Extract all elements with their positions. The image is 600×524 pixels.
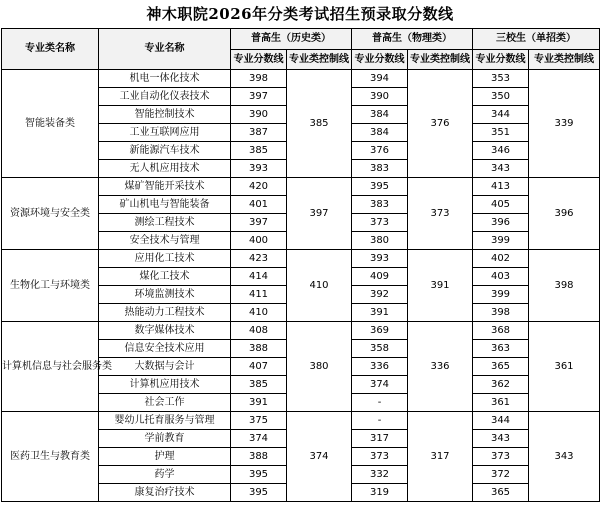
sanxiao-score-cell: 362 [473, 376, 529, 394]
history-score-cell: 385 [231, 142, 287, 160]
history-score-cell: 401 [231, 196, 287, 214]
physics-score-cell: 336 [352, 358, 408, 376]
history-control-cell: 385 [287, 70, 352, 178]
table-row [2, 250, 600, 268]
history-score-cell: 423 [231, 250, 287, 268]
sanxiao-score-cell: 350 [473, 88, 529, 106]
history-score-cell: 420 [231, 178, 287, 196]
physics-score-cell: - [352, 394, 408, 412]
history-score-cell: 398 [231, 70, 287, 88]
history-score-cell: 375 [231, 412, 287, 430]
history-score-cell: 414 [231, 268, 287, 286]
major-cell: 矿山机电与智能装备 [99, 196, 231, 214]
physics-score-cell: 409 [352, 268, 408, 286]
history-score-cell: 388 [231, 448, 287, 466]
major-cell: 煤矿智能开采技术 [99, 178, 231, 196]
major-cell: 智能控制技术 [99, 106, 231, 124]
history-control-cell: 397 [287, 178, 352, 250]
major-cell: 药学 [99, 466, 231, 484]
physics-control-cell: 391 [408, 250, 473, 322]
physics-score-cell: 395 [352, 178, 408, 196]
sanxiao-group-header: 三校生（单招类） [473, 29, 600, 50]
physics-group-header: 普高生（物理类） [352, 29, 473, 50]
sanxiao-score-cell: 398 [473, 304, 529, 322]
table-row [2, 70, 600, 88]
major-cell: 护理 [99, 448, 231, 466]
history-score-cell: 411 [231, 286, 287, 304]
major-cell: 社会工作 [99, 394, 231, 412]
sanxiao-score-cell: 368 [473, 322, 529, 340]
history-group-header: 普高生（历史类） [231, 29, 352, 50]
physics-score-cell: 384 [352, 124, 408, 142]
physics-score-cell: 390 [352, 88, 408, 106]
history-score-cell: 397 [231, 88, 287, 106]
table-row [2, 322, 600, 340]
history-score-cell: 387 [231, 124, 287, 142]
major-cell: 计算机应用技术 [99, 376, 231, 394]
physics-score-cell: 374 [352, 376, 408, 394]
sanxiao-control-cell: 396 [529, 178, 600, 250]
sanxiao-score-cell: 365 [473, 358, 529, 376]
category-header: 专业类名称 [2, 29, 99, 70]
page-title: 神木职院2026年分类考试招生预录取分数线 [146, 5, 454, 23]
physics-score-cell: 393 [352, 250, 408, 268]
history-control-cell: 380 [287, 322, 352, 412]
sanxiao-control-cell: 343 [529, 412, 600, 502]
history-score-cell: 400 [231, 232, 287, 250]
sanxiao-score-cell: 402 [473, 250, 529, 268]
sanxiao-score-cell: 372 [473, 466, 529, 484]
score-table [1, 28, 600, 502]
sanxiao-score-cell: 363 [473, 340, 529, 358]
major-cell: 大数据与会计 [99, 358, 231, 376]
sanxiao-score-cell: 344 [473, 412, 529, 430]
sanxiao-score-cell: 346 [473, 142, 529, 160]
physics-score-cell: 373 [352, 214, 408, 232]
sanxiao-score-cell: 403 [473, 268, 529, 286]
sanxiao-score-cell: 343 [473, 160, 529, 178]
history-score-cell: 407 [231, 358, 287, 376]
history-score-cell: 391 [231, 394, 287, 412]
major-cell: 热能动力工程技术 [99, 304, 231, 322]
sanxiao-score-cell: 399 [473, 286, 529, 304]
sanxiao-control-cell: 398 [529, 250, 600, 322]
sanxiao-score-cell: 344 [473, 106, 529, 124]
header-row-1 [2, 29, 600, 50]
major-cell: 测绘工程技术 [99, 214, 231, 232]
history-score-cell: 395 [231, 466, 287, 484]
history-control-cell: 410 [287, 250, 352, 322]
physics-score-cell: 358 [352, 340, 408, 358]
physics-major-score-header: 专业分数线 [352, 50, 408, 70]
sanxiao-score-cell: 405 [473, 196, 529, 214]
sanxiao-score-cell: 373 [473, 448, 529, 466]
major-cell: 数字媒体技术 [99, 322, 231, 340]
sanxiao-score-cell: 365 [473, 484, 529, 502]
physics-score-cell: 383 [352, 160, 408, 178]
physics-score-cell: 380 [352, 232, 408, 250]
major-cell: 学前教育 [99, 430, 231, 448]
physics-score-cell: 384 [352, 106, 408, 124]
history-score-cell: 408 [231, 322, 287, 340]
sanxiao-score-cell: 396 [473, 214, 529, 232]
physics-score-cell: 391 [352, 304, 408, 322]
physics-control-cell: 373 [408, 178, 473, 250]
physics-score-cell: 332 [352, 466, 408, 484]
physics-score-cell: 373 [352, 448, 408, 466]
sanxiao-score-cell: 413 [473, 178, 529, 196]
sanxiao-score-cell: 343 [473, 430, 529, 448]
history-major-score-header: 专业分数线 [231, 50, 287, 70]
category-cell: 生物化工与环境类 [2, 250, 99, 322]
history-score-cell: 410 [231, 304, 287, 322]
physics-control-cell: 317 [408, 412, 473, 502]
physics-score-cell: 317 [352, 430, 408, 448]
table-row [2, 178, 600, 196]
major-header: 专业名称 [99, 29, 231, 70]
sanxiao-control-cell: 339 [529, 70, 600, 178]
history-score-cell: 374 [231, 430, 287, 448]
physics-score-cell: - [352, 412, 408, 430]
sanxiao-control-header: 专业类控制线 [529, 50, 600, 70]
major-cell: 婴幼儿托育服务与管理 [99, 412, 231, 430]
physics-score-cell: 376 [352, 142, 408, 160]
sanxiao-score-cell: 351 [473, 124, 529, 142]
history-score-cell: 393 [231, 160, 287, 178]
history-score-cell: 385 [231, 376, 287, 394]
major-cell: 安全技术与管理 [99, 232, 231, 250]
physics-control-cell: 336 [408, 322, 473, 412]
major-cell: 信息安全技术应用 [99, 340, 231, 358]
history-score-cell: 395 [231, 484, 287, 502]
major-cell: 环境监测技术 [99, 286, 231, 304]
category-cell: 智能装备类 [2, 70, 99, 178]
history-score-cell: 388 [231, 340, 287, 358]
sanxiao-score-cell: 353 [473, 70, 529, 88]
sanxiao-score-cell: 361 [473, 394, 529, 412]
major-cell: 工业互联网应用 [99, 124, 231, 142]
physics-control-header: 专业类控制线 [408, 50, 473, 70]
major-cell: 煤化工技术 [99, 268, 231, 286]
category-cell: 计算机信息与社会服务类 [2, 322, 99, 412]
physics-score-cell: 394 [352, 70, 408, 88]
physics-score-cell: 383 [352, 196, 408, 214]
physics-score-cell: 319 [352, 484, 408, 502]
sanxiao-score-cell: 399 [473, 232, 529, 250]
category-cell: 资源环境与安全类 [2, 178, 99, 250]
physics-score-cell: 392 [352, 286, 408, 304]
category-cell: 医药卫生与教育类 [2, 412, 99, 502]
history-score-cell: 390 [231, 106, 287, 124]
sanxiao-major-score-header: 专业分数线 [473, 50, 529, 70]
sanxiao-control-cell: 361 [529, 322, 600, 412]
major-cell: 康复治疗技术 [99, 484, 231, 502]
major-cell: 应用化工技术 [99, 250, 231, 268]
major-cell: 机电一体化技术 [99, 70, 231, 88]
score-table-body [2, 29, 600, 502]
major-cell: 工业自动化仪表技术 [99, 88, 231, 106]
physics-score-cell: 369 [352, 322, 408, 340]
history-score-cell: 397 [231, 214, 287, 232]
major-cell: 新能源汽车技术 [99, 142, 231, 160]
physics-control-cell: 376 [408, 70, 473, 178]
history-control-cell: 374 [287, 412, 352, 502]
major-cell: 无人机应用技术 [99, 160, 231, 178]
table-row [2, 412, 600, 430]
history-control-header: 专业类控制线 [287, 50, 352, 70]
